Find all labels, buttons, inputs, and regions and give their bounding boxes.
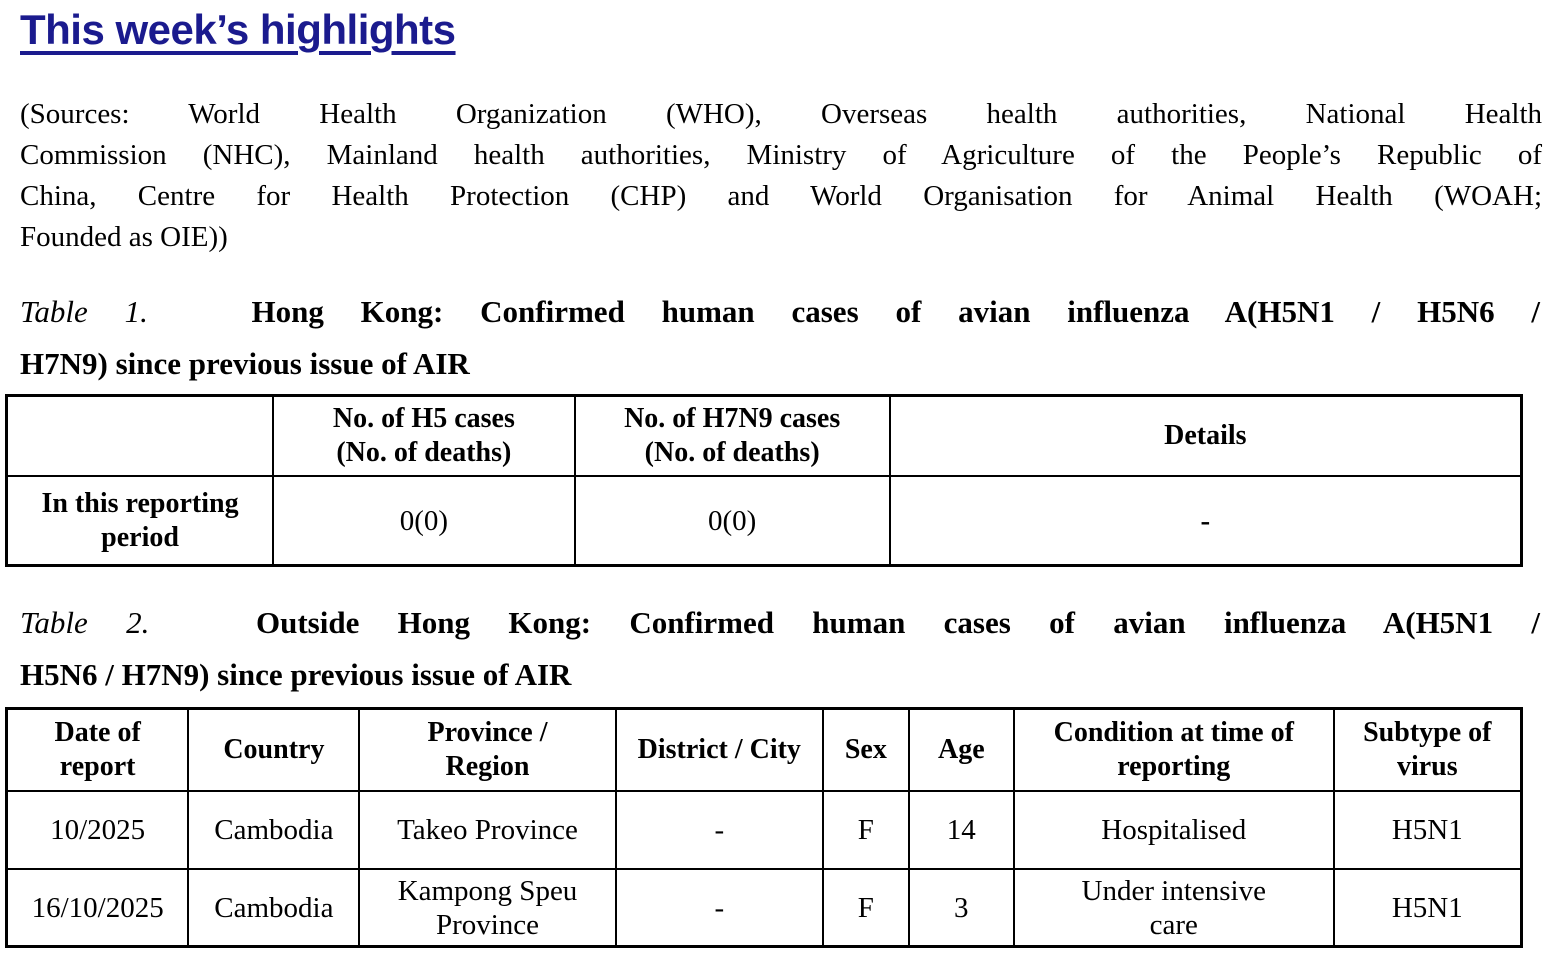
- cell-line: Province: [435, 908, 540, 941]
- table2-caption-line2: H5N6 / H7N9) since previous issue of AIR: [20, 657, 572, 693]
- table1-header-details: Details: [890, 396, 1522, 476]
- cell-line: care: [1149, 908, 1198, 941]
- page-title: This week’s highlights: [20, 6, 456, 53]
- cell-district: -: [616, 791, 824, 869]
- cell-subtype: H5N1: [1334, 791, 1522, 869]
- header-line: reporting: [1117, 751, 1231, 783]
- header-line: virus: [1396, 751, 1458, 783]
- sources-line: Commission (NHC), Mainland health authorities, Ministry of Agriculture of the People’s Republic of: [20, 139, 1542, 172]
- cell-province: [359, 869, 615, 947]
- header-line: (No. of deaths): [336, 437, 512, 469]
- table1-caption: [20, 286, 1540, 390]
- table1-data-row: [7, 476, 1522, 566]
- header-line: Date of: [54, 717, 141, 749]
- table2-header-province: [359, 709, 615, 791]
- table1-hk-confirmed-cases: [5, 394, 1523, 567]
- table2-caption-text: Outside Hong Kong: Confirmed human cases of avian influenza A(H5N1 /: [256, 605, 1540, 641]
- table1-header-h5-cases: [273, 396, 574, 476]
- table2-header-subtype: [1334, 709, 1522, 791]
- cell-date-of-report: 10/2025: [7, 791, 189, 869]
- row-label-line: period: [101, 521, 179, 553]
- cell-province: Takeo Province: [359, 791, 615, 869]
- table2-caption-line1: [20, 597, 1540, 649]
- sources-line: (Sources: World Health Organization (WHO), Overseas health authorities, National Health: [20, 98, 1542, 131]
- table2-caption: [20, 597, 1540, 701]
- cell-country: Cambodia: [188, 791, 359, 869]
- table1-caption-label: Table 1.: [20, 294, 148, 330]
- cell-line: Under intensive: [1081, 874, 1266, 907]
- cell-condition: Hospitalised: [1014, 791, 1334, 869]
- table1-caption-text: Hong Kong: Confirmed human cases of avian influenza A(H5N1 / H5N6 /: [251, 294, 1541, 330]
- table2-header-date: [7, 709, 189, 791]
- table2-header-district: District / City: [616, 709, 824, 791]
- table1-header-row: [7, 396, 1522, 476]
- header-line: report: [59, 751, 136, 783]
- table1-caption-line1: [20, 286, 1540, 338]
- table2-header-sex: Sex: [823, 709, 909, 791]
- header-line: Subtype of: [1363, 717, 1492, 749]
- table2-header-condition: [1014, 709, 1334, 791]
- table1-cell-details: -: [890, 476, 1522, 566]
- table2-data-row: [7, 791, 1522, 869]
- header-line: Condition at time of: [1053, 717, 1294, 749]
- sources-line: China, Centre for Health Protection (CHP) and World Organisation for Animal Health (WOAH;: [20, 180, 1542, 213]
- table1-caption-line2: H7N9) since previous issue of AIR: [20, 346, 470, 382]
- table2-header-country: Country: [188, 709, 359, 791]
- cell-line: Kampong Speu: [397, 874, 578, 907]
- cell-sex: F: [823, 791, 909, 869]
- table1-header-h7n9-cases: [575, 396, 890, 476]
- cell-age: 3: [909, 869, 1014, 947]
- table2-outside-hk-confirmed-cases: [5, 707, 1523, 948]
- table2-header-age: Age: [909, 709, 1014, 791]
- cell-date-of-report: 16/10/2025: [7, 869, 189, 947]
- table1-cell-h7n9-cases: 0(0): [575, 476, 890, 566]
- cell-district: -: [616, 869, 824, 947]
- table2-data-row: [7, 869, 1522, 947]
- table1-cell-h5-cases: 0(0): [273, 476, 574, 566]
- header-line: No. of H7N9 cases: [624, 403, 841, 435]
- cell-sex: F: [823, 869, 909, 947]
- table1-header-blank: [7, 396, 274, 476]
- cell-age: 14: [909, 791, 1014, 869]
- sources-line: Founded as OIE)): [20, 221, 228, 254]
- row-label-line: In this reporting: [41, 487, 239, 519]
- header-line: No. of H5 cases: [332, 403, 515, 435]
- table2-header-row: [7, 709, 1522, 791]
- header-line: Region: [445, 751, 530, 783]
- cell-condition: [1014, 869, 1334, 947]
- cell-subtype: H5N1: [1334, 869, 1522, 947]
- table1-row-label: [7, 476, 274, 566]
- header-line: Province /: [427, 717, 548, 749]
- cell-country: Cambodia: [188, 869, 359, 947]
- sources-paragraph: [20, 94, 1542, 258]
- table2-caption-label: Table 2.: [20, 605, 150, 641]
- header-line: (No. of deaths): [644, 437, 820, 469]
